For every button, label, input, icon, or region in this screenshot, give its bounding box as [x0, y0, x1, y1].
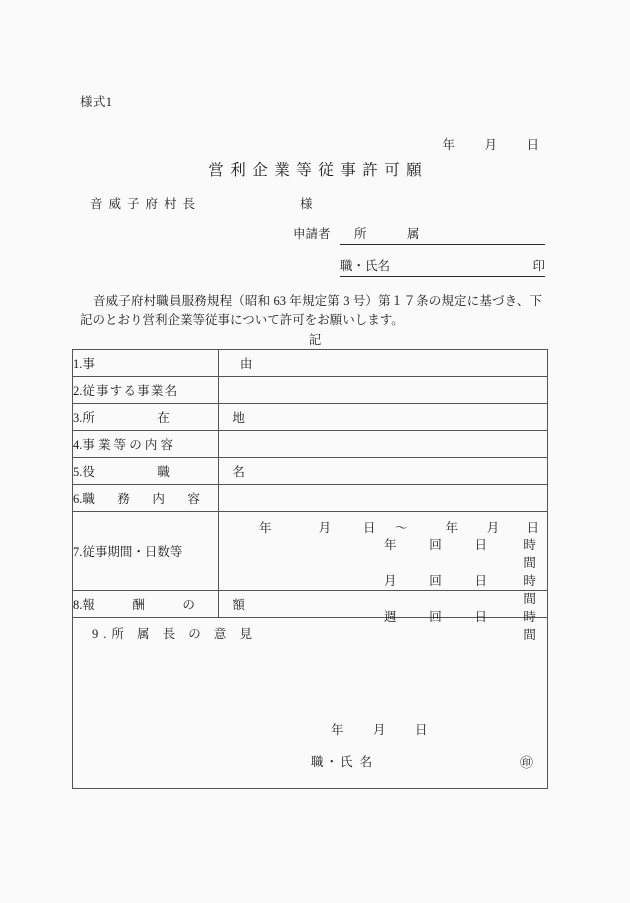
row-label-reason — [73, 350, 272, 377]
row-label-business-name — [73, 377, 219, 404]
row-label-remuneration — [73, 591, 258, 618]
frequency-days: 日 — [474, 538, 487, 552]
row-number: 9. — [92, 627, 112, 641]
period-frequency-row — [384, 536, 547, 572]
supervisor-date-year: 年 — [331, 723, 344, 737]
period-range-separator: ～ — [395, 521, 408, 535]
frequency-hours: 時間 — [523, 538, 536, 570]
row-label-text: 従事する事業名 — [82, 384, 179, 398]
row-label-location — [73, 404, 258, 431]
header-date-month: 月 — [484, 138, 498, 152]
row-value-business-name[interactable] — [219, 377, 548, 404]
table-row — [73, 377, 548, 404]
frequency-hours: 時間 — [523, 574, 536, 606]
row-label-period — [73, 512, 219, 591]
supervisor-seal-icon: ㊞ — [519, 755, 533, 770]
period-frequency-row — [384, 572, 547, 608]
frequency-times: 回 — [429, 610, 442, 624]
frequency-times: 回 — [429, 538, 442, 552]
body-paragraph: 音威子府村職員服務規程（昭和 63 年規定第 3 号）第１７条の規定に基づき、下記のとおり営利企業等従事について許可をお願いします。 — [80, 294, 542, 327]
row-number: 3. — [73, 411, 83, 425]
row-value-location[interactable] — [219, 404, 548, 431]
period-range-line — [229, 518, 539, 536]
row-label-text: 所 属 長 の 意 見 — [111, 627, 258, 641]
affiliation-field-label: 所 属 — [340, 224, 436, 245]
row-label-text: 所 在 地 — [82, 411, 258, 425]
table-row-opinion — [73, 618, 548, 789]
table-row — [73, 350, 548, 377]
row-number: 8. — [73, 598, 83, 612]
frequency-days: 日 — [474, 610, 487, 624]
frequency-unit: 年 — [384, 538, 397, 552]
addressee-label: 音威子府村長 — [90, 197, 202, 211]
row-number: 1. — [73, 357, 83, 371]
affiliation-field-row — [340, 224, 545, 245]
supervisor-date-day: 日 — [415, 723, 428, 737]
period-end-month: 月 — [486, 521, 500, 535]
period-start-month: 月 — [318, 521, 332, 535]
frequency-hours: 時間 — [523, 610, 536, 642]
row-number: 5. — [73, 465, 83, 479]
row-number: 4. — [73, 438, 83, 452]
frequency-times: 回 — [429, 574, 442, 588]
row-label-post-title — [73, 458, 258, 485]
row-number: 6. — [73, 492, 83, 506]
table-row — [73, 431, 548, 458]
applicant-label: 申請者 — [293, 227, 331, 241]
row-value-duties[interactable] — [219, 485, 548, 512]
frequency-days: 日 — [474, 574, 487, 588]
row-number: 2. — [73, 384, 83, 398]
seal-mark-icon: 印 — [532, 256, 545, 277]
supervisor-name-line — [311, 752, 533, 771]
row-number: 7. — [73, 545, 83, 559]
supervisor-date-month: 月 — [373, 723, 386, 737]
name-field-row — [340, 256, 545, 277]
table-row — [73, 404, 548, 431]
row-value-business-content[interactable] — [219, 431, 548, 458]
frequency-unit: 週 — [384, 610, 397, 624]
period-start-day: 日 — [362, 521, 376, 535]
form-code-label: 様式1 — [80, 95, 113, 109]
page-title: 営利企業等従事許可願 — [208, 162, 429, 179]
name-field-label: 職・氏名 — [340, 256, 392, 277]
frequency-unit: 月 — [384, 574, 397, 588]
affiliation-input[interactable] — [436, 242, 545, 245]
row-label-text: 役 職 名 — [82, 465, 258, 479]
row-label-text: 報 酬 の 額 — [82, 598, 258, 612]
table-row — [73, 485, 548, 512]
header-date-year: 年 — [442, 138, 456, 152]
table-row-period — [73, 512, 548, 591]
row-label-text: 事 業 等 の 内 容 — [82, 438, 174, 452]
table-row — [73, 458, 548, 485]
addressee-honorific: 様 — [300, 197, 313, 211]
period-end-year: 年 — [445, 521, 458, 535]
row-label-business-content — [73, 431, 219, 458]
row-label-text: 職 務 内 容 — [82, 492, 205, 506]
application-details-table — [72, 349, 548, 789]
row-label-text: 従事期間・日数等 — [82, 545, 183, 559]
name-input[interactable] — [392, 274, 532, 277]
row-value-period[interactable] — [219, 512, 548, 642]
row-label-text: 事 由 — [82, 357, 272, 371]
supervisor-opinion-cell[interactable] — [73, 618, 548, 789]
row-value-post-title[interactable] — [219, 458, 548, 485]
header-date-day: 日 — [526, 138, 540, 152]
supervisor-opinion-label — [87, 624, 257, 642]
row-label-duties — [73, 485, 219, 512]
period-start-year: 年 — [259, 521, 272, 535]
kiji-heading: 記 — [308, 333, 322, 347]
supervisor-date-line — [331, 720, 428, 738]
period-end-day: 日 — [526, 521, 539, 535]
supervisor-name-label: 職・氏 名 — [311, 755, 375, 769]
